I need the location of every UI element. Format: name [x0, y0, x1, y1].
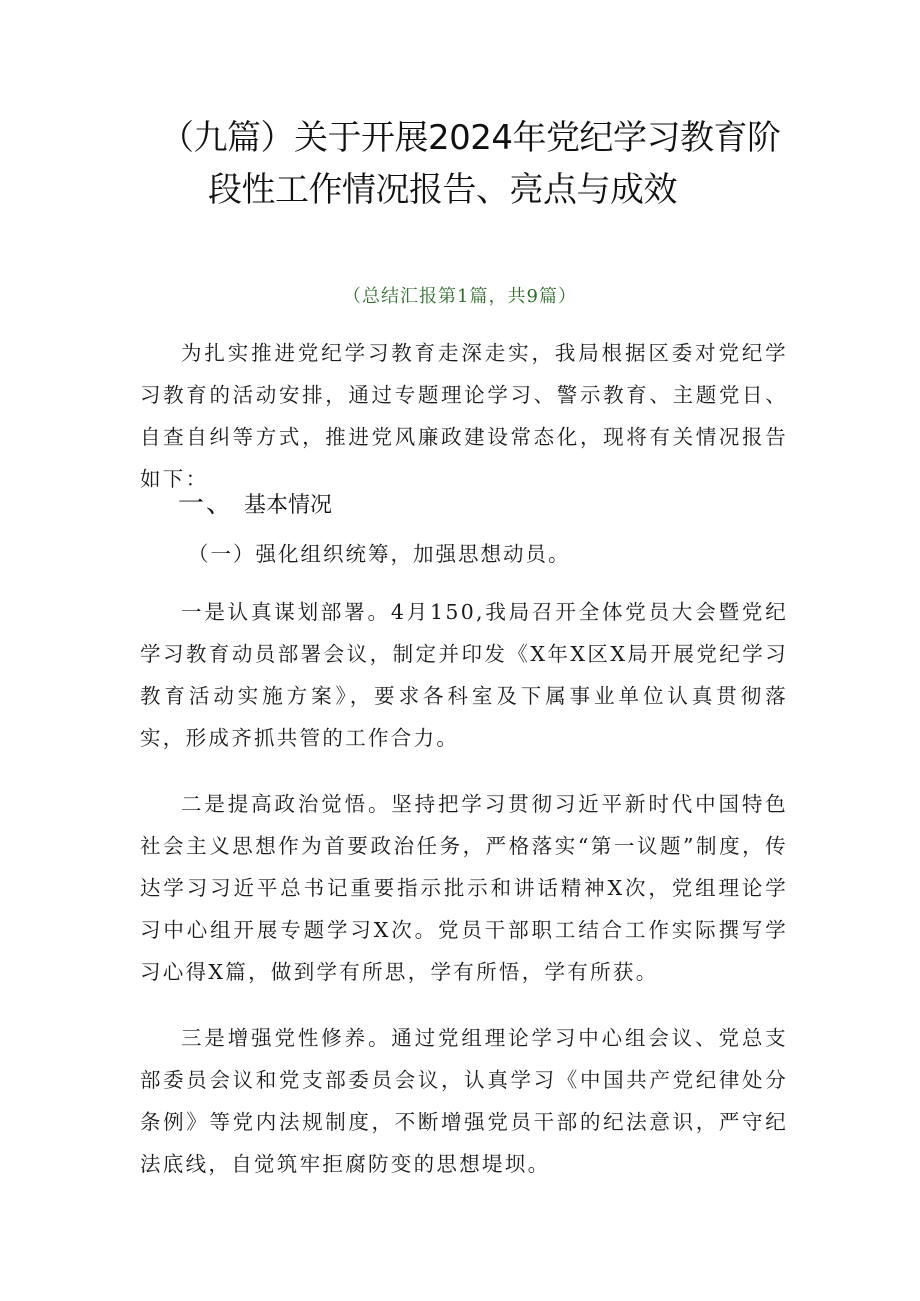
body-paragraph-2: 二是提高政治觉悟。坚持把学习贯彻习近平新时代中国特色社会主义思想作为首要政治任务，严格落实“第一议题”制度，传达学习习近平总书记重要指示批示和讲话精神X次，党组理论学习中心组开展专题学习X次。党员干部职工结合工作实际撰写学习心得X篇，做到学有所思，学有所悟，学有所获。: [140, 792, 788, 984]
section-number: 一、: [178, 489, 235, 519]
title-line-2: 段性工作情况报告、亮点与成效: [208, 170, 677, 210]
document-subtitle: （总结汇报第1篇，共9篇）: [343, 286, 577, 307]
intro-paragraph: 为扎实推进党纪学习教育走深走实，我局根据区委对党纪学习教育的活动安排，通过专题理论学习、警示教育、主题党日、自查自纠等方式，推进党风廉政建设常态化，现将有关情况报告如下：: [140, 341, 788, 491]
section-title: 基本情况: [244, 493, 333, 518]
body-paragraph-1: 一是认真谋划部署。4月150,我局召开全体党员大会暨党纪学习教育动员部署会议，制定并印发《X年X区X局开展党纪学习教育活动实施方案》，要求各科室及下属事业单位认真贯彻落实，形成齐抓共管的工作合力。: [140, 600, 788, 750]
document-title: [150, 112, 790, 216]
subsection-heading: （一）强化组织统筹，加强思想动员。: [188, 542, 571, 566]
section-heading: [178, 483, 332, 520]
body-paragraph-3: 三是增强党性修养。通过党组理论学习中心组会议、党总支部委员会议和党支部委员会议，认真学习《中国共产党纪律处分条例》等党内法规制度，不断增强党员干部的纪法意识，严守纪法底线，自觉筑牢拒腐防变的思想堤坝。: [140, 1026, 788, 1176]
title-line-1: （九篇）关于开展2024年党纪学习教育阶: [160, 118, 781, 158]
